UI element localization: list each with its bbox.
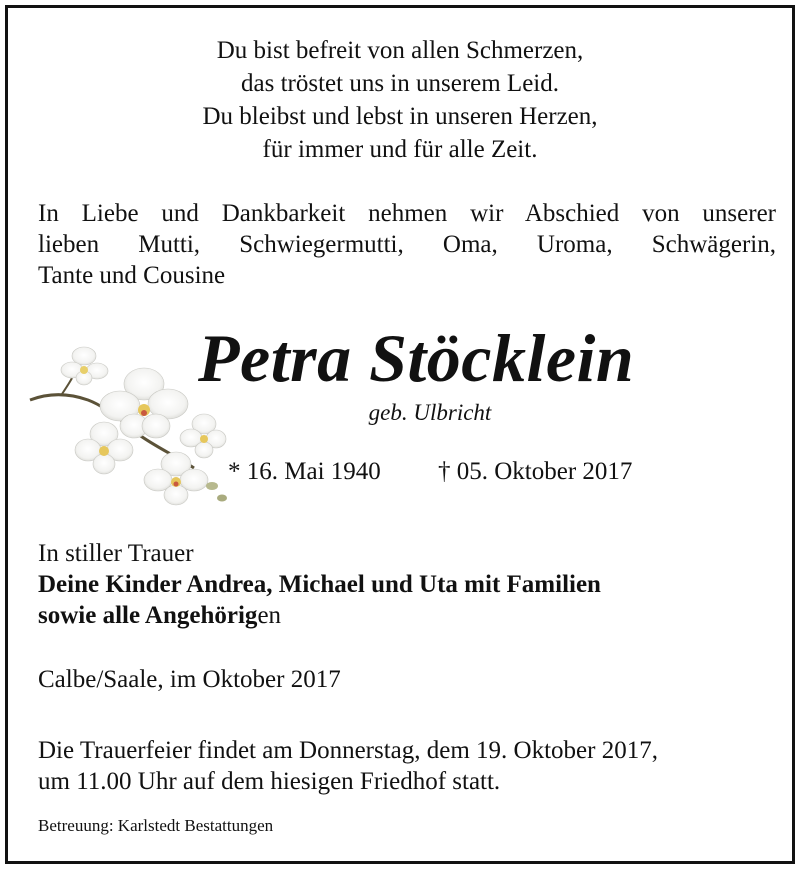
mourners-relatives-rest: en	[257, 602, 282, 629]
mourners-block	[38, 538, 768, 631]
poem-line: Du bleibst und lebst in unseren Herzen,	[202, 103, 598, 130]
mourners-relatives	[38, 600, 768, 631]
poem-line: Du bist befreit von allen Schmerzen,	[216, 37, 584, 64]
deceased-name: Petra Stöcklein	[198, 320, 635, 396]
death-date: † 05. Oktober 2017	[438, 458, 633, 485]
poem	[8, 34, 792, 166]
place-date: Calbe/Saale, im Oktober 2017	[38, 666, 341, 693]
intro-line: lieben Mutti, Schwiegermutti, Oma, Uroma, Schwägerin,	[38, 231, 776, 258]
intro-text	[38, 198, 776, 291]
mourners-intro: In stiller Trauer	[38, 540, 194, 567]
obituary-frame	[5, 5, 795, 864]
service-line: Die Trauerfeier findet am Donnerstag, dem 19. Oktober 2017,	[38, 737, 658, 764]
service-line: um 11.00 Uhr auf dem hiesigen Friedhof statt.	[38, 768, 501, 795]
mourners-relatives-bold: sowie alle Angehörig	[38, 602, 258, 629]
mourners-family: Deine Kinder Andrea, Michael und Uta mit Familien	[38, 571, 601, 598]
poem-line: für immer und für alle Zeit.	[262, 136, 538, 163]
poem-line: das tröstet uns in unserem Leid.	[241, 70, 559, 97]
care-note: Betreuung: Karlstedt Bestattungen	[38, 816, 274, 835]
maiden-name: geb. Ulbricht	[368, 400, 492, 425]
birth-date: * 16. Mai 1940	[228, 458, 381, 485]
service-info	[38, 735, 768, 797]
intro-line: Tante und Cousine	[38, 262, 226, 289]
intro-line: In Liebe und Dankbarkeit nehmen wir Abschied von unserer	[38, 200, 776, 227]
